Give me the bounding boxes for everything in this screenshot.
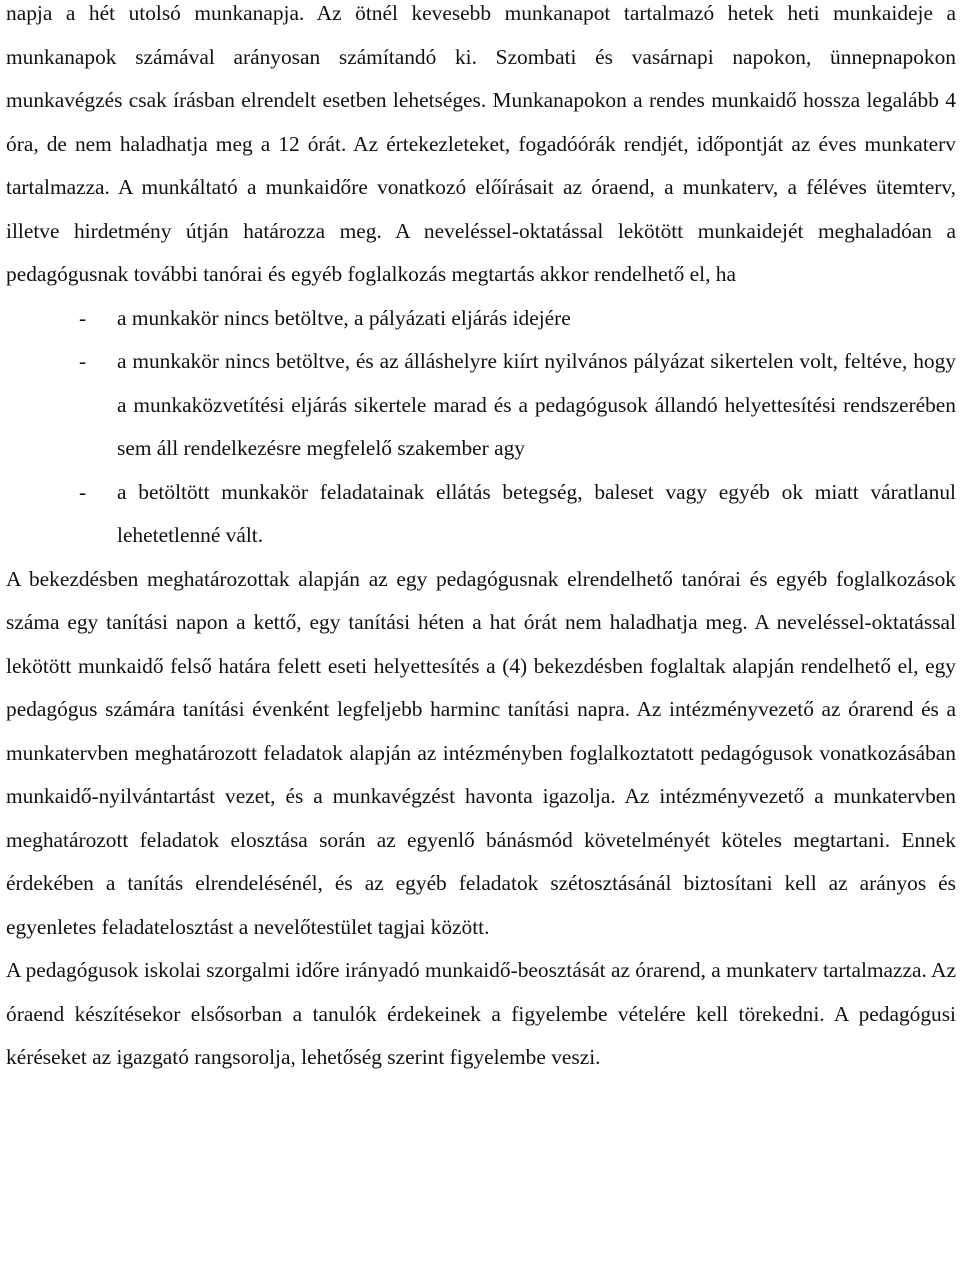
list-item-text: a munkakör nincs betöltve, a pályázati eljárás idejére [117, 305, 571, 330]
list-item-text: a betöltött munkakör feladatainak ellátás betegség, baleset vagy egyéb ok miatt váratlanul lehetetlenné vált. [117, 479, 956, 547]
list-dash: - [79, 305, 87, 330]
list-item-text: a munkakör nincs betöltve, és az álláshelyre kiírt nyilvános pályázat sikertelen volt, feltéve, hogy a munkaközvetítési eljárás sikertele marad és a pedagógusok állandó helyettesítési rendszerében sem áll rendelkezésre megfelelő szakember agy [117, 349, 956, 460]
list-item [6, 340, 956, 471]
list-dash: - [79, 479, 87, 504]
list-item [6, 297, 956, 341]
paragraph-timetable: A pedagógusok iskolai szorgalmi időre irányadó munkaidő-beosztását az órarend, a munkaterv tartalmazza. Az óraend készítésekor elsősorban a tanulók érdekeinek a figyelembe vételére kell törekedni. A pedagógusi kéréseket az igazgató rangsorolja, lehetőség szerint figyelembe veszi. [6, 958, 956, 1069]
paragraph-working-hours: napja a hét utolsó munkanapja. Az ötnél kevesebb munkanapot tartalmazó hetek heti munkaideje a munkanapok számával arányosan számítandó ki. Szombati és vasárnapi napokon, ünnepnapokon munkavégzés csak írásban elrendelt esetben lehetséges. Munkanapokon a rendes munkaidő hossza legalább 4 óra, de nem haladhatja meg a 12 órát. Az értekezleteket, fogadóórák rendjét, időpontját az éves munkaterv tartalmazza. A munkáltató a munkaidőre vonatkozó előírásait az óraend, a munkaterv, a féléves ütemterv, illetve hirdetmény útján határozza meg. A neveléssel-oktatással lekötött munkaidejét meghaladóan a pedagógusnak további tanórai és egyéb foglalkozás megtartás akkor rendelhető el, ha [6, 1, 956, 286]
list-item [6, 471, 956, 558]
document-page [6, 0, 956, 1080]
list-dash: - [79, 349, 87, 373]
paragraph-substitution: A bekezdésben meghatározottak alapján az egy pedagógusnak elrendelhető tanórai és egyéb foglalkozások száma egy tanítási napon a kettő, egy tanítási héten a hat órát nem haladhatja meg. A neveléssel-oktatással lekötött munkaidő felső határa felett eseti helyettesítés a (4) bekezdésben foglaltak alapján rendelhető el, egy pedagógus számára tanítási évenként legfeljebb harminc tanítási napra. Az intézményvezető az órarend és a munkatervben meghatározott feladatok alapján az intézményben foglalkoztatott pedagógusok vonatkozásában munkaidő-nyilvántartást vezet, és a munkavégzést havonta igazolja. Az intézményvezető a munkatervben meghatározott feladatok elosztása során az egyenlő bánásmód követelményét köteles megtartani. Ennek érdekében a tanítás elrendelésénél, és az egyéb feladatok szétosztásánál biztosítani kell az arányos és egyenletes feladatelosztást a nevelőtestület tagjai között. [6, 566, 956, 939]
conditions-list [6, 297, 956, 558]
